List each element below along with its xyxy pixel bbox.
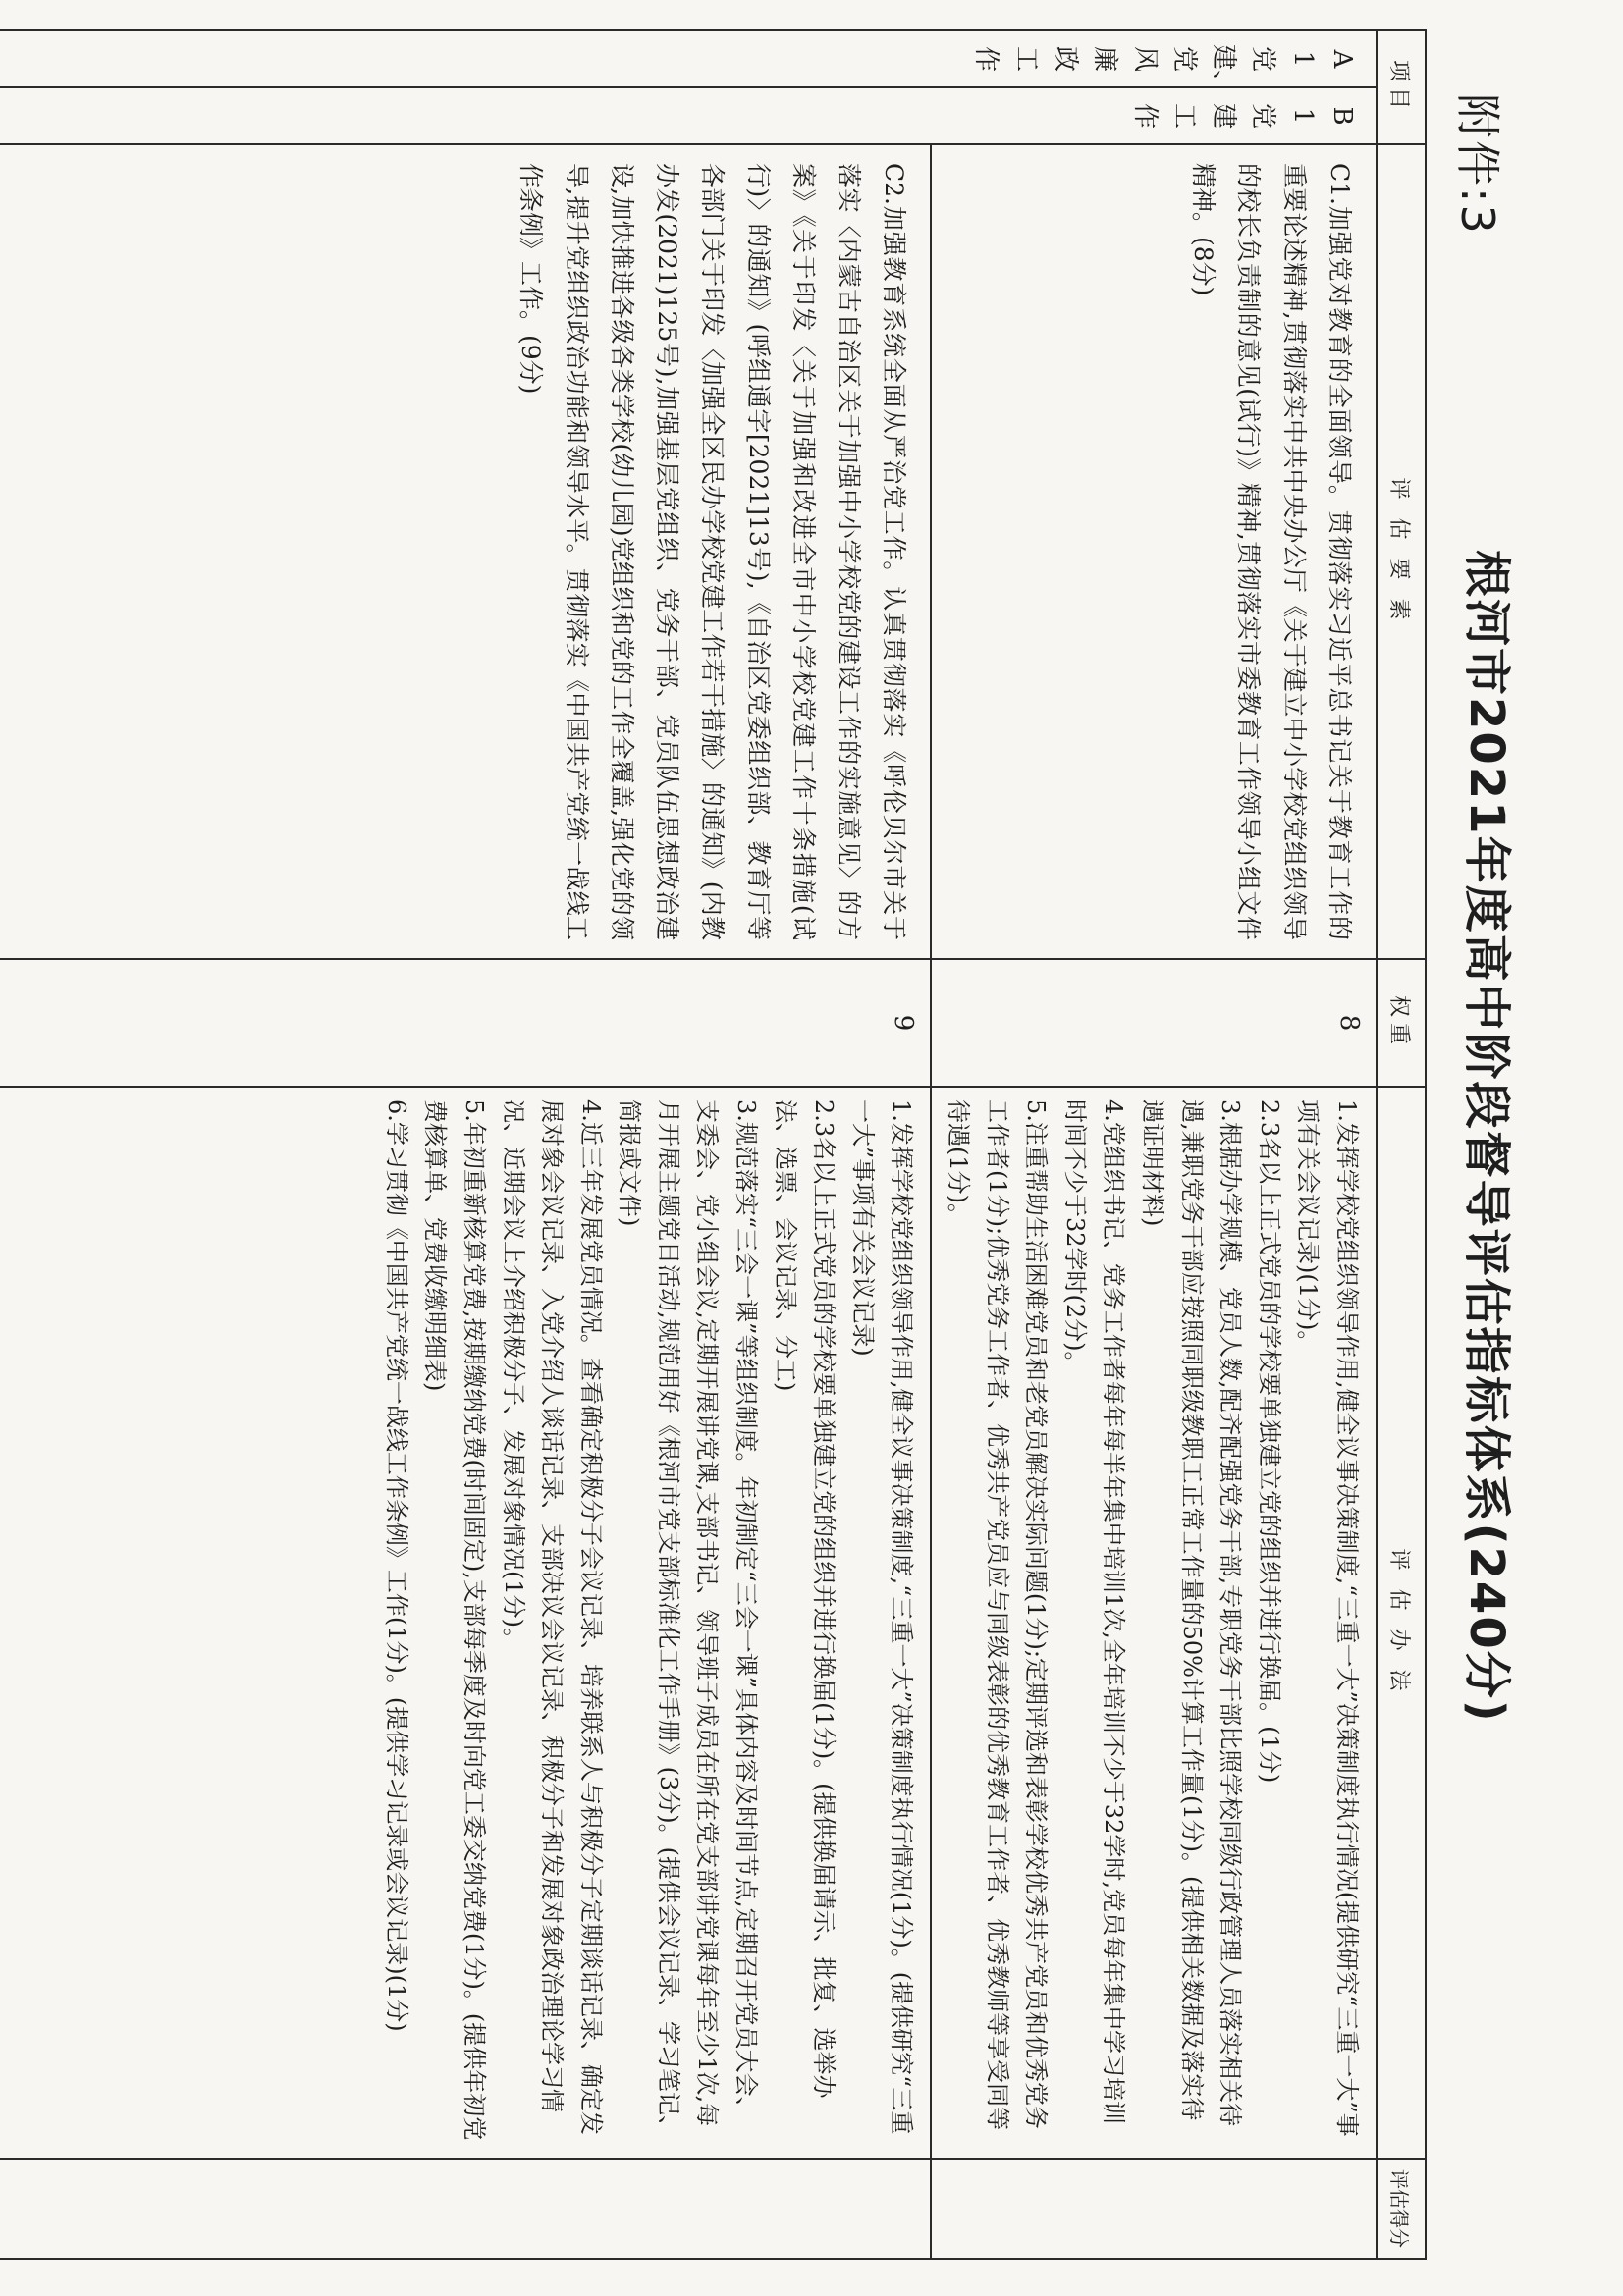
header-item: 项目 [1377, 30, 1426, 144]
method-item: 4.近三年发展党员情况。查看确定积极分子会议记录、培养联系人与积极分子定期谈话记录、确定发展对象会议记录、入党介绍人谈话记录、支部决议会议记录、积极分子和发展对象政治理论学习情况、近期会议上介绍积极分子、发展对象情况(1分)。 [499, 1099, 605, 2135]
score-cell [0, 2159, 931, 2259]
method-item: 6.学习贯彻《中国共产党统一战线工作条例》工作(1分)。(提供学习记录或会议记录)(1分) [382, 1099, 410, 2032]
evaluation-table [0, 29, 1427, 2260]
score-cell [931, 2159, 1377, 2259]
requirement-cell: C2.加强教育系统全面从严治党工作。认真贯彻落实《呼伦贝尔市关于落实〈内蒙古自治区关于加强中小学校党的建设工作的实施意见〉的方案》《关于印发〈关于加强和改进全市中小学校党建工作十条措施(试行)〉的通知》(呼组通字[2021]13号),《自治区党委组织部、教育厅等各部门关于印发〈加强全区民办学校党建工作若干措施〉的通知》(内教办发(2021)125号),加强基层党组织、党务干部、党员队伍思想政治建设,加快推进各级各类学校(幼儿园)党组织和党的工作全覆盖,强化党的领导,提升党组织政治功能和领导水平。贯彻落实《中国共产党统一战线工作条例》工作。(9分) [0, 144, 931, 959]
method-item: 2.3名以上正式党员的学校要单独建立党的组织并进行换届(1分)。(提供换届请示、批复、选举办法、选票、会议记录、分工) [771, 1099, 839, 2099]
method-item: 5.注重帮助生活困难党员和老党员解决实际问题(1分);定期评选和表彰学校优秀共产党员和优秀党务工作者(1分);优秀党务工作者、优秀共产党员应与同级表彰的优秀教育工作者、优秀教师等享受同等待遇(1分)。 [945, 1099, 1051, 2131]
method-cell [931, 1087, 1377, 2159]
method-item: 4.党组织书记、党务工作者每年每半年集中培训1次,全年培训不少于32学时,党员每年集中学习培训时间不少于32学时(2分)。 [1060, 1099, 1128, 2124]
table-row [931, 30, 1377, 2259]
category-a-cell [0, 30, 1377, 96]
header-weight: 权重 [1377, 959, 1426, 1087]
weight-cell: 9 [0, 959, 931, 1087]
method-item: 3.规范落实“三会一课”等组织制度。年初制定“三会一课”具体内容及时间节点,定期召开党员大会、支委会、党小组会议,定期开展讲党课,支部书记、领导班子成员在所在党支部讲党课每年至少1次,每月开展主题党日活动,规范用好《根河市党支部标准化工作手册》(3分)。(提供会议记录、学习笔记、简报或文件) [616, 1099, 761, 2140]
requirement-cell: C1.加强党对教育的全面领导。贯彻落实习近平总书记关于教育工作的重要论述精神,贯彻落实中共中央办公厅《关于建立中小学校党组织领导的校长负责制的意见(试行)》精神,贯彻落实市委教育工作领导小组文件精神。(8分) [931, 144, 1377, 959]
method-item: 3.根据办学规模、党员人数,配齐配强党务干部,专职党务干部比照学校同级行政管理人员落实相关待遇,兼职党务干部应按照同职级教职工正常工作量的50%计算工作量(1分)。(提供相关数据及落实待遇证明材料) [1139, 1099, 1245, 2127]
method-item: 2.3名以上正式党员的学校要单独建立党的组织并进行换届。(1分) [1255, 1099, 1283, 1784]
table-header-row [1377, 30, 1426, 2259]
weight-cell: 8 [931, 959, 1377, 1087]
method-item: 5.年初重新核算党费,按期缴纳党费(时间固定),支部每季度及时向党工委交纳党费(1分)。(提供年初党费核算单、党费收缴明细表) [421, 1099, 488, 2141]
category-a-label: A1党建、党风廉政工作 [971, 44, 1357, 96]
table-row [0, 30, 931, 2259]
document-title: 根河市2021年度高中阶段督导评估指标体系(240分) [1459, 550, 1514, 1724]
category-b-cell [0, 87, 1377, 144]
method-item: 1.发挥学校党组织领导作用,健全议事决策制度,“三重一大”决策制度执行情况(1分)。(提供研究“三重一大”事项有关会议记录) [848, 1099, 916, 2135]
method-item: 1.发挥学校党组织领导作用,健全议事决策制度,“三重一大”决策制度执行情况(提供研究“三重一大”事项有关会议记录)(1分)。 [1294, 1099, 1361, 2137]
header-score: 评估得分 [1377, 2159, 1426, 2259]
category-b-label: B1党建工作 [1129, 102, 1357, 129]
header-requirements: 评 估 要 素 [1377, 144, 1426, 959]
attachment-label: 附件:3 [1451, 93, 1504, 236]
method-cell [0, 1087, 931, 2159]
header-method: 评 估 办 法 [1377, 1087, 1426, 2159]
